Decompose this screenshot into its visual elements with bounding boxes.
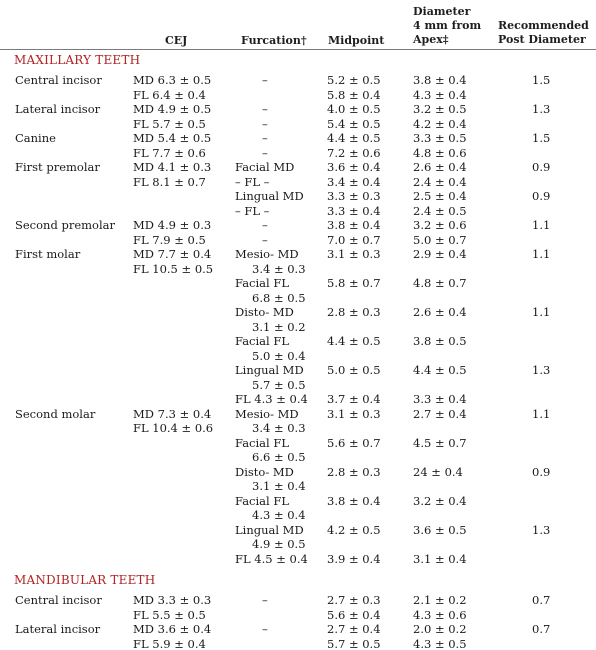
midpoint-value: 5.2 ± 0.5 [327,73,381,87]
apex-value: 3.8 ± 0.4 [413,73,467,87]
cej-value: FL 6.4 ± 0.4 [133,87,206,102]
cej-value: MD 6.3 ± 0.5 [133,73,212,87]
furcation-value: – [262,73,268,87]
midpoint-value: 2.7 ± 0.3 [327,593,381,607]
apex-value: 3.1 ± 0.4 [413,551,467,566]
apex-value: 2.0 ± 0.2 [413,622,467,636]
tooth-name: Central incisor [15,593,102,607]
furcation-value: 4.3 ± 0.4 [252,508,306,522]
apex-value: 2.5 ± 0.4 [413,189,467,203]
apex-value: 3.3 ± 0.4 [413,392,467,406]
midpoint-value: 5.8 ± 0.7 [327,276,381,290]
midpoint-value: 3.8 ± 0.4 [327,218,381,232]
midpoint-value: 3.3 ± 0.3 [327,189,381,203]
midpoint-value: 3.7 ± 0.4 [327,392,381,406]
furcation-value: – [262,218,268,232]
midpoint-value: 3.3 ± 0.4 [327,203,381,218]
tooth-name: Canine [15,131,56,145]
header-rec-line1: Recommended [498,19,589,32]
midpoint-value: 7.0 ± 0.7 [327,232,381,247]
furcation-value: – [262,131,268,145]
post-diameter: 0.7 [532,593,551,607]
apex-value: 4.4 ± 0.5 [413,363,467,377]
header-rec-line2: Post Diameter [498,33,586,46]
tooth-name: Second molar [15,406,96,421]
cej-value: MD 5.4 ± 0.5 [133,131,212,145]
apex-value: 4.3 ± 0.5 [413,636,467,650]
furcation-value: – FL – [235,174,270,189]
post-diameter: 1.5 [532,131,551,145]
section-title: MANDIBULAR TEETH [14,573,156,587]
apex-value: 2.7 ± 0.4 [413,406,467,421]
header-furcation: Furcation† [241,34,307,47]
cej-value: MD 3.3 ± 0.3 [133,593,212,607]
furcation-value: 3.1 ± 0.4 [252,479,306,493]
header-cej: CEJ [165,34,188,47]
header-apex-line1: Diameter [413,5,471,18]
apex-value: 3.6 ± 0.5 [413,522,467,537]
midpoint-value: 2.8 ± 0.3 [327,305,381,319]
furcation-value: – [262,145,268,160]
midpoint-value: 7.2 ± 0.6 [327,145,381,160]
apex-value: 4.8 ± 0.7 [413,276,467,290]
tooth-name: First premolar [15,160,100,174]
apex-value: 2.6 ± 0.4 [413,160,467,174]
cej-value: FL 5.9 ± 0.4 [133,636,206,650]
post-diameter: 1.5 [532,73,551,87]
apex-value: 2.6 ± 0.4 [413,305,467,319]
furcation-value: FL 4.5 ± 0.4 [235,551,308,566]
apex-value: 3.3 ± 0.5 [413,131,467,145]
apex-value: 24 ± 0.4 [413,464,463,479]
furcation-value: Disto- MD [235,305,294,319]
cej-value: FL 10.4 ± 0.6 [133,421,214,435]
post-diameter: 1.3 [532,522,551,537]
header-rule [0,49,596,50]
cej-value: FL 10.5 ± 0.5 [133,261,214,276]
midpoint-value: 5.6 ± 0.4 [327,607,381,622]
midpoint-value: 3.8 ± 0.4 [327,493,381,508]
furcation-value: Mesio- MD [235,247,299,261]
post-diameter: 1.1 [532,247,551,261]
furcation-value: FL 4.3 ± 0.4 [235,392,308,406]
apex-value: 4.5 ± 0.7 [413,435,467,450]
furcation-value: Lingual MD [235,522,304,537]
cej-value: FL 7.7 ± 0.6 [133,145,206,160]
furcation-value: – [262,622,268,636]
furcation-value: – [262,102,268,116]
section-title: MAXILLARY TEETH [14,53,141,67]
tooth-name: Central incisor [15,73,102,87]
furcation-value: Facial FL [235,276,289,290]
furcation-value: – FL – [235,203,270,218]
furcation-value: Mesio- MD [235,406,299,421]
apex-value: 3.8 ± 0.5 [413,334,467,348]
cej-value: FL 8.1 ± 0.7 [133,174,206,189]
apex-value: 3.2 ± 0.6 [413,218,467,232]
furcation-value: 5.7 ± 0.5 [252,377,306,392]
cej-value: FL 7.9 ± 0.5 [133,232,206,247]
apex-value: 4.8 ± 0.6 [413,145,467,160]
post-diameter: 1.1 [532,406,551,421]
midpoint-value: 5.6 ± 0.7 [327,435,381,450]
furcation-value: – [262,116,268,131]
apex-value: 3.2 ± 0.5 [413,102,467,116]
tooth-name: First molar [15,247,81,261]
apex-value: 4.3 ± 0.4 [413,87,467,102]
midpoint-value: 3.1 ± 0.3 [327,406,381,421]
midpoint-value: 5.8 ± 0.4 [327,87,381,102]
furcation-value: Facial FL [235,334,289,348]
apex-value: 2.4 ± 0.5 [413,203,467,218]
apex-value: 3.2 ± 0.4 [413,493,467,508]
apex-value: 2.1 ± 0.2 [413,593,467,607]
apex-value: 2.4 ± 0.4 [413,174,467,189]
midpoint-value: 5.4 ± 0.5 [327,116,381,131]
cej-value: MD 7.3 ± 0.4 [133,406,212,421]
midpoint-value: 3.1 ± 0.3 [327,247,381,261]
furcation-value: – [262,232,268,247]
post-diameter: 0.7 [532,622,551,636]
cej-value: FL 5.7 ± 0.5 [133,116,206,131]
tooth-name: Second premolar [15,218,115,232]
post-diameter: 1.1 [532,305,551,319]
tooth-name: Lateral incisor [15,622,101,636]
midpoint-value: 2.8 ± 0.3 [327,464,381,479]
midpoint-value: 5.7 ± 0.5 [327,636,381,650]
header-apex-line3: Apex‡ [413,33,449,46]
furcation-value: Facial MD [235,160,295,174]
midpoint-value: 4.0 ± 0.5 [327,102,381,116]
cej-value: MD 4.1 ± 0.3 [133,160,212,174]
furcation-value: 3.4 ± 0.3 [252,261,306,276]
cej-value: MD 4.9 ± 0.3 [133,218,212,232]
cej-value: MD 7.7 ± 0.4 [133,247,212,261]
cej-value: MD 3.6 ± 0.4 [133,622,212,636]
apex-value: 4.2 ± 0.4 [413,116,467,131]
header-midpoint: Midpoint [328,34,385,47]
midpoint-value: 3.6 ± 0.4 [327,160,381,174]
furcation-value: Lingual MD [235,189,304,203]
midpoint-value: 2.7 ± 0.4 [327,622,381,636]
cej-value: FL 5.5 ± 0.5 [133,607,206,622]
post-diameter: 0.9 [532,160,551,174]
furcation-value: 6.6 ± 0.5 [252,450,306,464]
furcation-value: 5.0 ± 0.4 [252,348,306,363]
furcation-value: 3.4 ± 0.3 [252,421,306,435]
midpoint-value: 4.4 ± 0.5 [327,334,381,348]
midpoint-value: 4.4 ± 0.5 [327,131,381,145]
header-apex-line2: 4 mm from [413,19,482,32]
midpoint-value: 5.0 ± 0.5 [327,363,381,377]
post-diameter: 0.9 [532,189,551,203]
apex-value: 4.3 ± 0.6 [413,607,467,622]
apex-value: 5.0 ± 0.7 [413,232,467,247]
furcation-value: Disto- MD [235,464,294,479]
furcation-value: 3.1 ± 0.2 [252,319,306,334]
midpoint-value: 3.9 ± 0.4 [327,551,381,566]
cej-value: MD 4.9 ± 0.5 [133,102,212,116]
post-diameter: 1.1 [532,218,551,232]
furcation-value: Facial FL [235,493,289,508]
furcation-value: 4.9 ± 0.5 [252,537,306,551]
post-diameter: 1.3 [532,102,551,116]
furcation-value: – [262,593,268,607]
tooth-name: Lateral incisor [15,102,101,116]
furcation-value: Lingual MD [235,363,304,377]
post-diameter: 0.9 [532,464,551,479]
apex-value: 2.9 ± 0.4 [413,247,467,261]
midpoint-value: 3.4 ± 0.4 [327,174,381,189]
furcation-value: 6.8 ± 0.5 [252,290,306,305]
midpoint-value: 4.2 ± 0.5 [327,522,381,537]
furcation-value: Facial FL [235,435,289,450]
post-diameter: 1.3 [532,363,551,377]
